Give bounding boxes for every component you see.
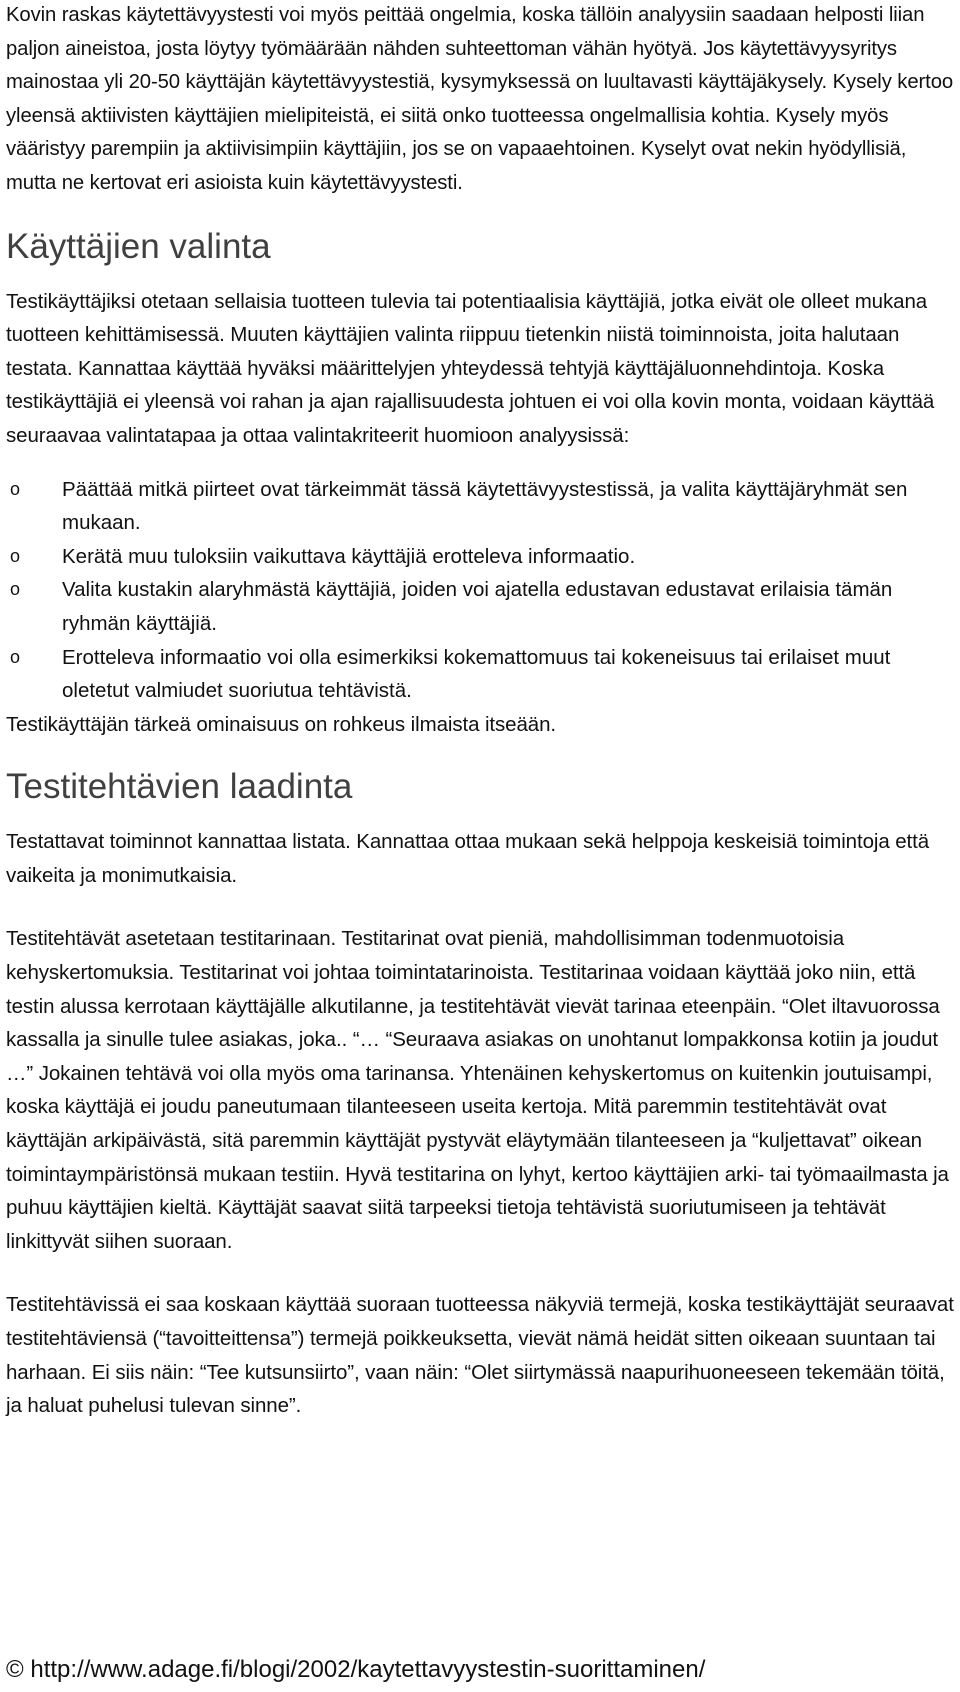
list-item-text: Valita kustakin alaryhmästä käyttäjiä, joiden voi ajatella edustavan edustavat erilaisia tämän ryhmän käyttäjiä. — [62, 578, 893, 635]
list-item-text: Päättää mitkä piirteet ovat tärkeimmät tässä käytettävyystestissä, ja valita käyttäjäryhmät sen mukaan. — [62, 477, 908, 535]
section2-paragraph-3: Testitehtävissä ei saa koskaan käyttää suoraan tuotteessa näkyviä termejä, koska testikäyttäjät seuraavat testitehtäviensä (“tavoitteittensa”) termejä poikkeuksetta, vievät nämä heidät sitten oikeaan suuntaan tai harhaan. Ei siis näin: “Tee kutsunsiirto”, vaan näin: “Olet siirtymässä naapurihuoneeseen tekemään töitä, ja haluat puhelusi tulevan sinne”. — [6, 1293, 954, 1418]
list-item — [6, 473, 956, 540]
list-item — [6, 540, 956, 574]
paragraph-spacer — [6, 892, 956, 922]
document-page — [6, 0, 956, 1423]
bullet-circle-icon: o — [10, 545, 21, 566]
list-item — [6, 573, 956, 640]
selection-criteria-list — [6, 473, 956, 708]
bullet-circle-icon: o — [10, 646, 21, 667]
section-heading-task-design: Testitehtävien laadinta — [6, 767, 353, 807]
section2-paragraph-2: Testitehtävät asetetaan testitarinaan. Testitarinat ovat pieniä, mahdollisimman todenmuotoisia kehyskertomuksia. Testitarinat voi johtaa toimintatarinoista. Testitarinaa voidaan käyttää joko niin, että testin alussa kerrotaan käyttäjälle alkutilanne, ja testitehtävät vievät tarinaa eteenpäin. “Olet iltavuorossa kassalla ja sinulle tulee asiakas, joka.. “… “Seuraava asiakas on unohtanut lompakkonsa kotiin ja joudut …” Jokainen tehtävä voi olla myös oma tarinansa. Yhtenäinen kehyskertomus on kuitenkin joutuisampi, koska käyttäjä ei joudu paneutumaan tilanteeseen useita kertoja. Mitä paremmin testitehtävät ovat käyttäjän arkipäivästä, sitä paremmin käyttäjät pystyvät eläytymään tilanteeseen ja “kuljettavat” oikean toimintaympäristönsä mukaan testiin. Hyvä testitarina on lyhyt, kertoo käyttäjien arki- tai työmaailmasta ja puhuu käyttäjien kieltä. Käyttäjät saavat siitä tarpeeksi tietoja tehtävistä suoriutumiseen ja tehtävät linkittyvät siihen suoraan. — [6, 927, 949, 1253]
source-url-footer: © http://www.adage.fi/blogi/2002/kaytettavyystestin-suorittaminen/ — [6, 1656, 706, 1683]
bullet-circle-icon: o — [10, 478, 21, 499]
list-item-text: Kerätä muu tuloksiin vaikuttava käyttäjiä erotteleva informaatio. — [62, 544, 636, 568]
list-item — [6, 641, 956, 708]
intro-paragraph: Kovin raskas käytettävyystesti voi myös peittää ongelmia, koska tällöin analyysiin saadaan helposti liian paljon aineistoa, josta löytyy työmäärään nähden suhteettoman vähän hyötyä. Jos käytettävyysyritys mainostaa yli 20-50 käyttäjän käytettävyystestiä, kysymyksessä on luultavasti käyttäjäkysely. Kysely kertoo yleensä aktiivisten käyttäjien mielipiteistä, ei siitä onko tuotteessa ongelmallisia kohtia. Kysely myös vääristyy parempiin ja aktiivisimpiin käyttäjiin, jos se on vapaaehtoinen. Kyselyt ovat nekin hyödyllisiä, mutta ne kertovat eri asioista kuin käytettävyystesti. — [6, 4, 954, 194]
section-heading-user-selection: Käyttäjien valinta — [6, 226, 271, 266]
paragraph-spacer — [6, 1258, 956, 1288]
section1-closing: Testikäyttäjän tärkeä ominaisuus on rohkeus ilmaista itseään. — [6, 712, 556, 736]
section1-paragraph: Testikäyttäjiksi otetaan sellaisia tuotteen tulevia tai potentiaalisia käyttäjiä, jotka eivät ole olleet mukana tuotteen kehittämisessä. Muuten käyttäjien valinta riippuu tietenkin niistä toiminnoista, joita halutaan testata. Kannattaa käyttää hyväksi määrittelyjen yhteydessä tehtyjä käyttäjäluonnehdintoja. Koska testikäyttäjiä ei yleensä voi rahan ja ajan rajallisuudesta johtuen ei voi olla kovin monta, voidaan käyttää seuraavaa valintatapaa ja ottaa valintakriteerit huomioon analyysissä: — [6, 289, 935, 447]
section2-paragraph-1: Testattavat toiminnot kannattaa listata. Kannattaa ottaa mukaan sekä helppoja keskeisiä toimintoja että vaikeita ja monimutkaisia. — [6, 830, 930, 887]
list-item-text: Erotteleva informaatio voi olla esimerkiksi kokemattomuus tai kokeneisuus tai erilaiset muut oletetut valmiudet suoriutua tehtävistä. — [62, 645, 891, 703]
bullet-circle-icon: o — [10, 579, 21, 600]
